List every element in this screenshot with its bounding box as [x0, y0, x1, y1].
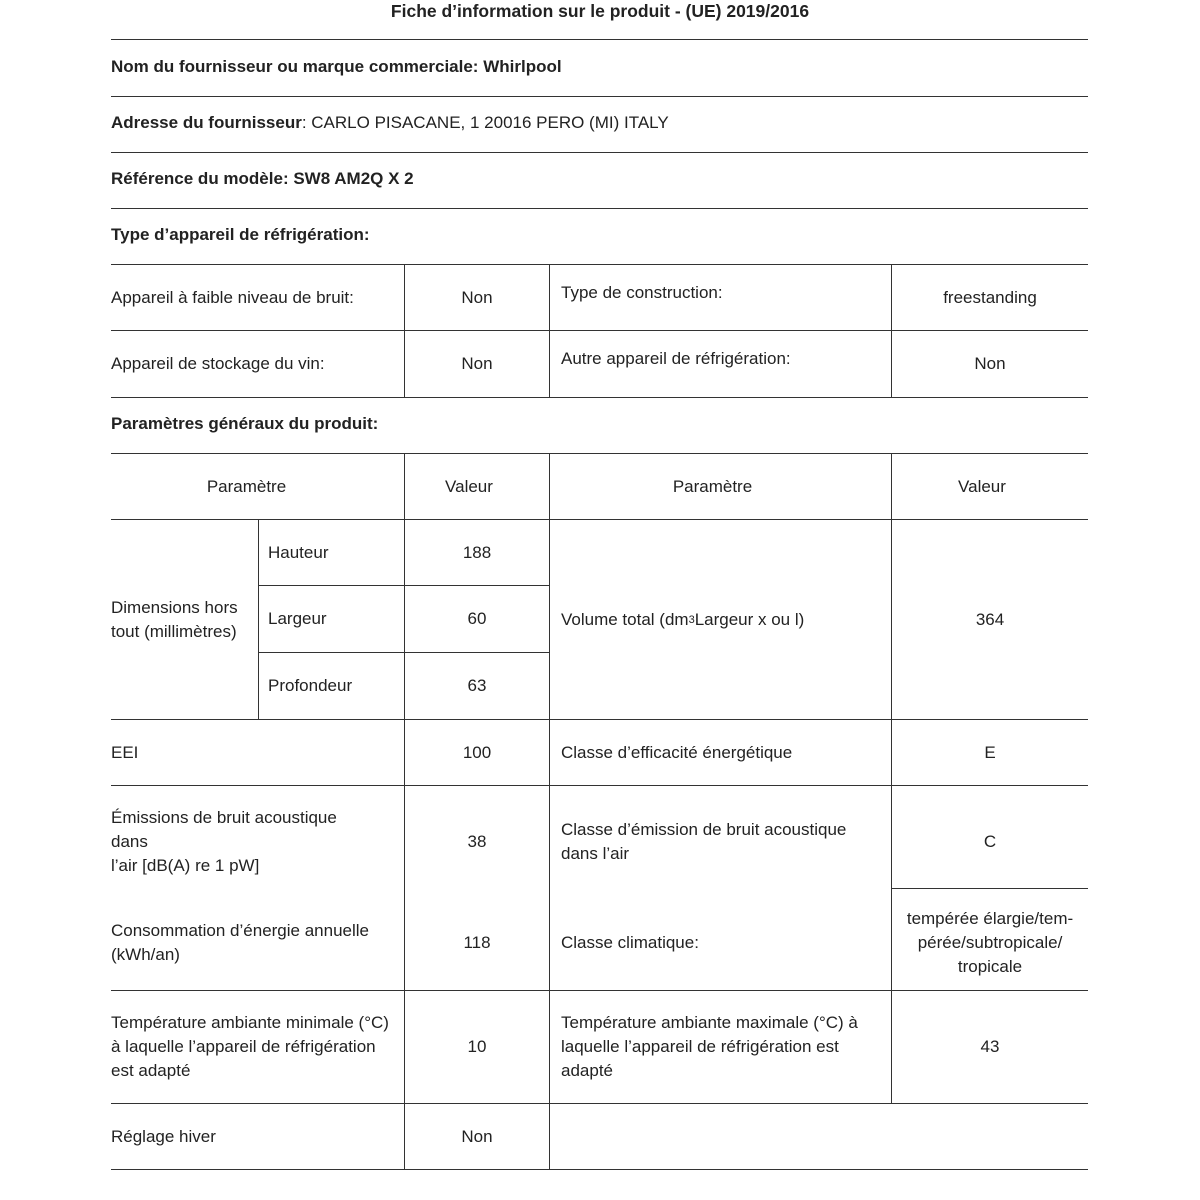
other-appliance-label: Autre appareil de réfrigération: [561, 348, 791, 368]
noise-emission-value: 38 [467, 832, 487, 851]
column-divider [549, 453, 550, 1169]
winter-setting-label: Réglage hiver [111, 1126, 216, 1146]
noise-class-label: Classe d’émission de bruit acoustique dans l’air [561, 820, 847, 863]
divider [111, 208, 1088, 209]
construction-type-value: freestanding [943, 287, 1037, 307]
energy-class-label: Classe d’efficacité énergétique [561, 742, 793, 762]
supplier-line [111, 57, 562, 77]
annual-energy-value: 118 [463, 933, 491, 952]
address-value: : CARLO PISACANE, 1 20016 PERO (MI) ITALY [301, 113, 669, 132]
divider [111, 1169, 1088, 1170]
divider [111, 397, 1088, 398]
model-value: SW8 AM2Q X 2 [293, 169, 414, 188]
low-noise-value: Non [461, 287, 493, 307]
winter-setting-value: Non [461, 1126, 493, 1146]
supplier-label: Nom du fournisseur ou marque commerciale: [111, 57, 479, 76]
address-label: Adresse du fournisseur [111, 113, 302, 132]
depth-value: 63 [467, 676, 487, 695]
general-params-heading: Paramètres généraux du produit: [111, 414, 379, 433]
height-label: Hauteur [268, 542, 329, 562]
annual-energy-label: Consommation d’énergie annuelle (kWh/an) [111, 921, 369, 964]
divider [111, 39, 1088, 40]
model-label: Référence du modèle: [111, 169, 289, 188]
column-divider [258, 519, 259, 719]
low-noise-label: Appareil à faible niveau de bruit: [111, 287, 354, 307]
construction-type-label: Type de construction: [561, 282, 723, 302]
divider [111, 152, 1088, 153]
depth-label: Profondeur [268, 676, 353, 695]
supplier-value: Whirlpool [483, 57, 562, 76]
min-temp-label: Température ambiante minimale (°C) à laquelle l’appareil de réfrigération est adapté [111, 1013, 389, 1080]
total-volume-label: Volume total (dm 3 Largeur x ou l) [561, 609, 805, 629]
value-header-2: Valeur [958, 476, 1006, 496]
max-temp-value: 43 [980, 1037, 1000, 1056]
param-header-2: Paramètre [672, 476, 753, 496]
eei-value: 100 [462, 742, 492, 762]
wine-storage-value: Non [461, 354, 493, 373]
width-value: 60 [467, 609, 487, 628]
climate-class-value: tempérée élargie/tempérée/subtropicale/ tropicale [906, 909, 1074, 976]
energy-class-value: E [984, 742, 996, 762]
model-line [111, 169, 414, 189]
appliance-type-heading: Type d’appareil de réfrigération: [111, 225, 370, 244]
dimensions-label: Dimensions hors tout (millimètres) [111, 597, 238, 641]
param-header: Paramètre [206, 476, 287, 496]
divider [891, 888, 1088, 889]
min-temp-value: 10 [467, 1037, 487, 1056]
width-label: Largeur [268, 609, 327, 628]
column-divider [549, 264, 550, 397]
document-title: Fiche d’information sur le produit - (UE) 2019/2016 [390, 1, 810, 21]
eei-label: EEI [111, 742, 139, 762]
noise-emission-label: Émissions de bruit acoustique dans l’air [dB(A) re 1 pW] [111, 808, 337, 875]
divider [111, 96, 1088, 97]
other-appliance-value: Non [974, 354, 1006, 373]
divider [111, 785, 1088, 786]
noise-class-value: C [983, 832, 997, 851]
wine-storage-label: Appareil de stockage du vin: [111, 354, 325, 373]
total-volume-value: 364 [975, 609, 1005, 629]
address-line [111, 113, 669, 133]
max-temp-label: Température ambiante maximale (°C) à laquelle l’appareil de réfrigération est adapté [561, 1013, 858, 1080]
value-header: Valeur [445, 476, 493, 496]
height-value: 188 [462, 542, 492, 562]
climate-class-label: Classe climatique: [561, 933, 699, 952]
